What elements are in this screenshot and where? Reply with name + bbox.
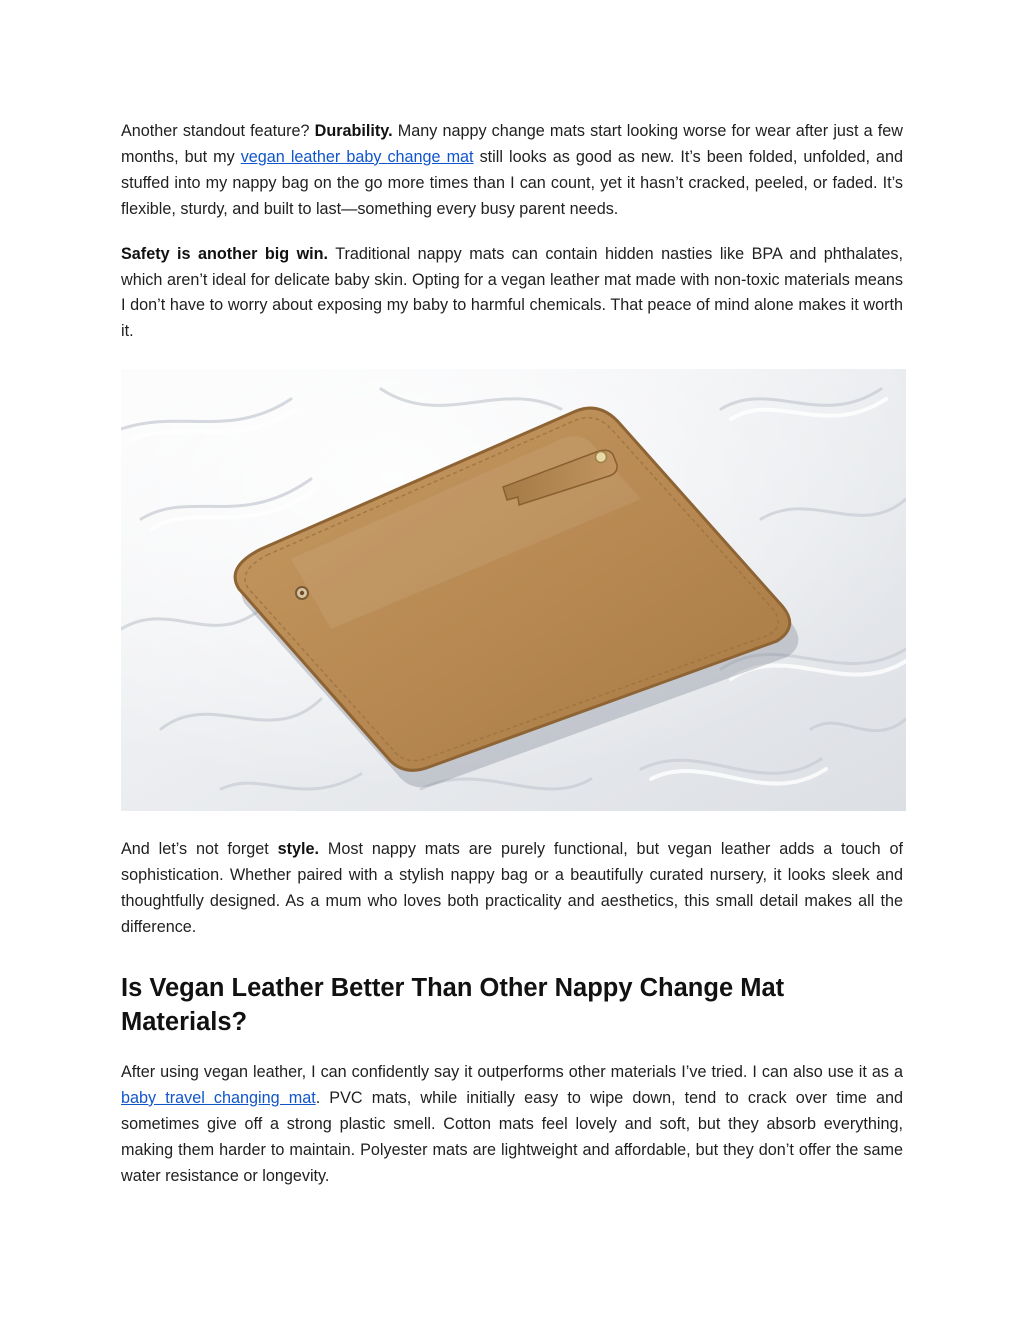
vegan-leather-baby-change-mat-link[interactable]: vegan leather baby change mat [240, 147, 474, 166]
para1-lead: Another standout feature? [121, 122, 315, 140]
para2-text: Traditional nappy mats can contain hidden nasties like BPA and phthalates, which aren’t ideal for delicate baby skin. Opting for a vegan leather mat made with non-toxic materials means I don’t have to worry about exposing my baby to harmful chemicals. That peace of mind alone makes it worth it. [121, 244, 903, 341]
para1-text-before-link: Many nappy change mats start looking worse for wear after just a few months, but my [121, 122, 903, 166]
change-mat-photo [121, 369, 906, 811]
paragraph-safety [121, 242, 903, 346]
para3-text: Most nappy mats are purely functional, but vegan leather adds a touch of sophistication. Whether paired with a stylish nappy bag or a beautifully curated nursery, it looks sleek and thoughtfully designed. As a mum who loves both practicality and aesthetics, this small detail makes all the difference. [121, 840, 904, 936]
para2-bold: Safety is another big win. [121, 244, 329, 263]
para1-bold: Durability. [314, 122, 393, 140]
paragraph-comparison [121, 1060, 903, 1190]
para3-lead: And let’s not forget [121, 840, 278, 859]
section-heading: Is Vegan Leather Better Than Other Nappy Change Mat Materials? [121, 973, 785, 1036]
para4-text: . PVC mats, while initially easy to wipe down, tend to crack over time and sometimes give off a strong plastic smell. Cotton mats feel lovely and soft, but they absorb everything, making them harder to maintain. Polyester mats are lightweight and affordable, but they don’t offer the same water resistance or longevity. [121, 1088, 903, 1185]
para4-lead: After using vegan leather, I can confidently say it outperforms other materials I’ve tried. I can also use it as a [121, 1062, 903, 1081]
mat-eyelet-hole [300, 591, 304, 595]
para1-text-after-link: still looks as good as new. It’s been folded, unfolded, and stuffed into my nappy bag on the go more times than I can count, yet it hasn’t cracked, peeled, or faded. It’s flexible, sturdy, and built to last—something every busy parent needs. [121, 147, 903, 218]
paragraph-style [121, 837, 903, 941]
para3-bold: style. [277, 840, 320, 859]
document-page [121, 119, 903, 1189]
snap-button-top [596, 452, 607, 463]
paragraph-durability [121, 119, 903, 223]
baby-travel-changing-mat-link[interactable]: baby travel changing mat [121, 1088, 316, 1107]
